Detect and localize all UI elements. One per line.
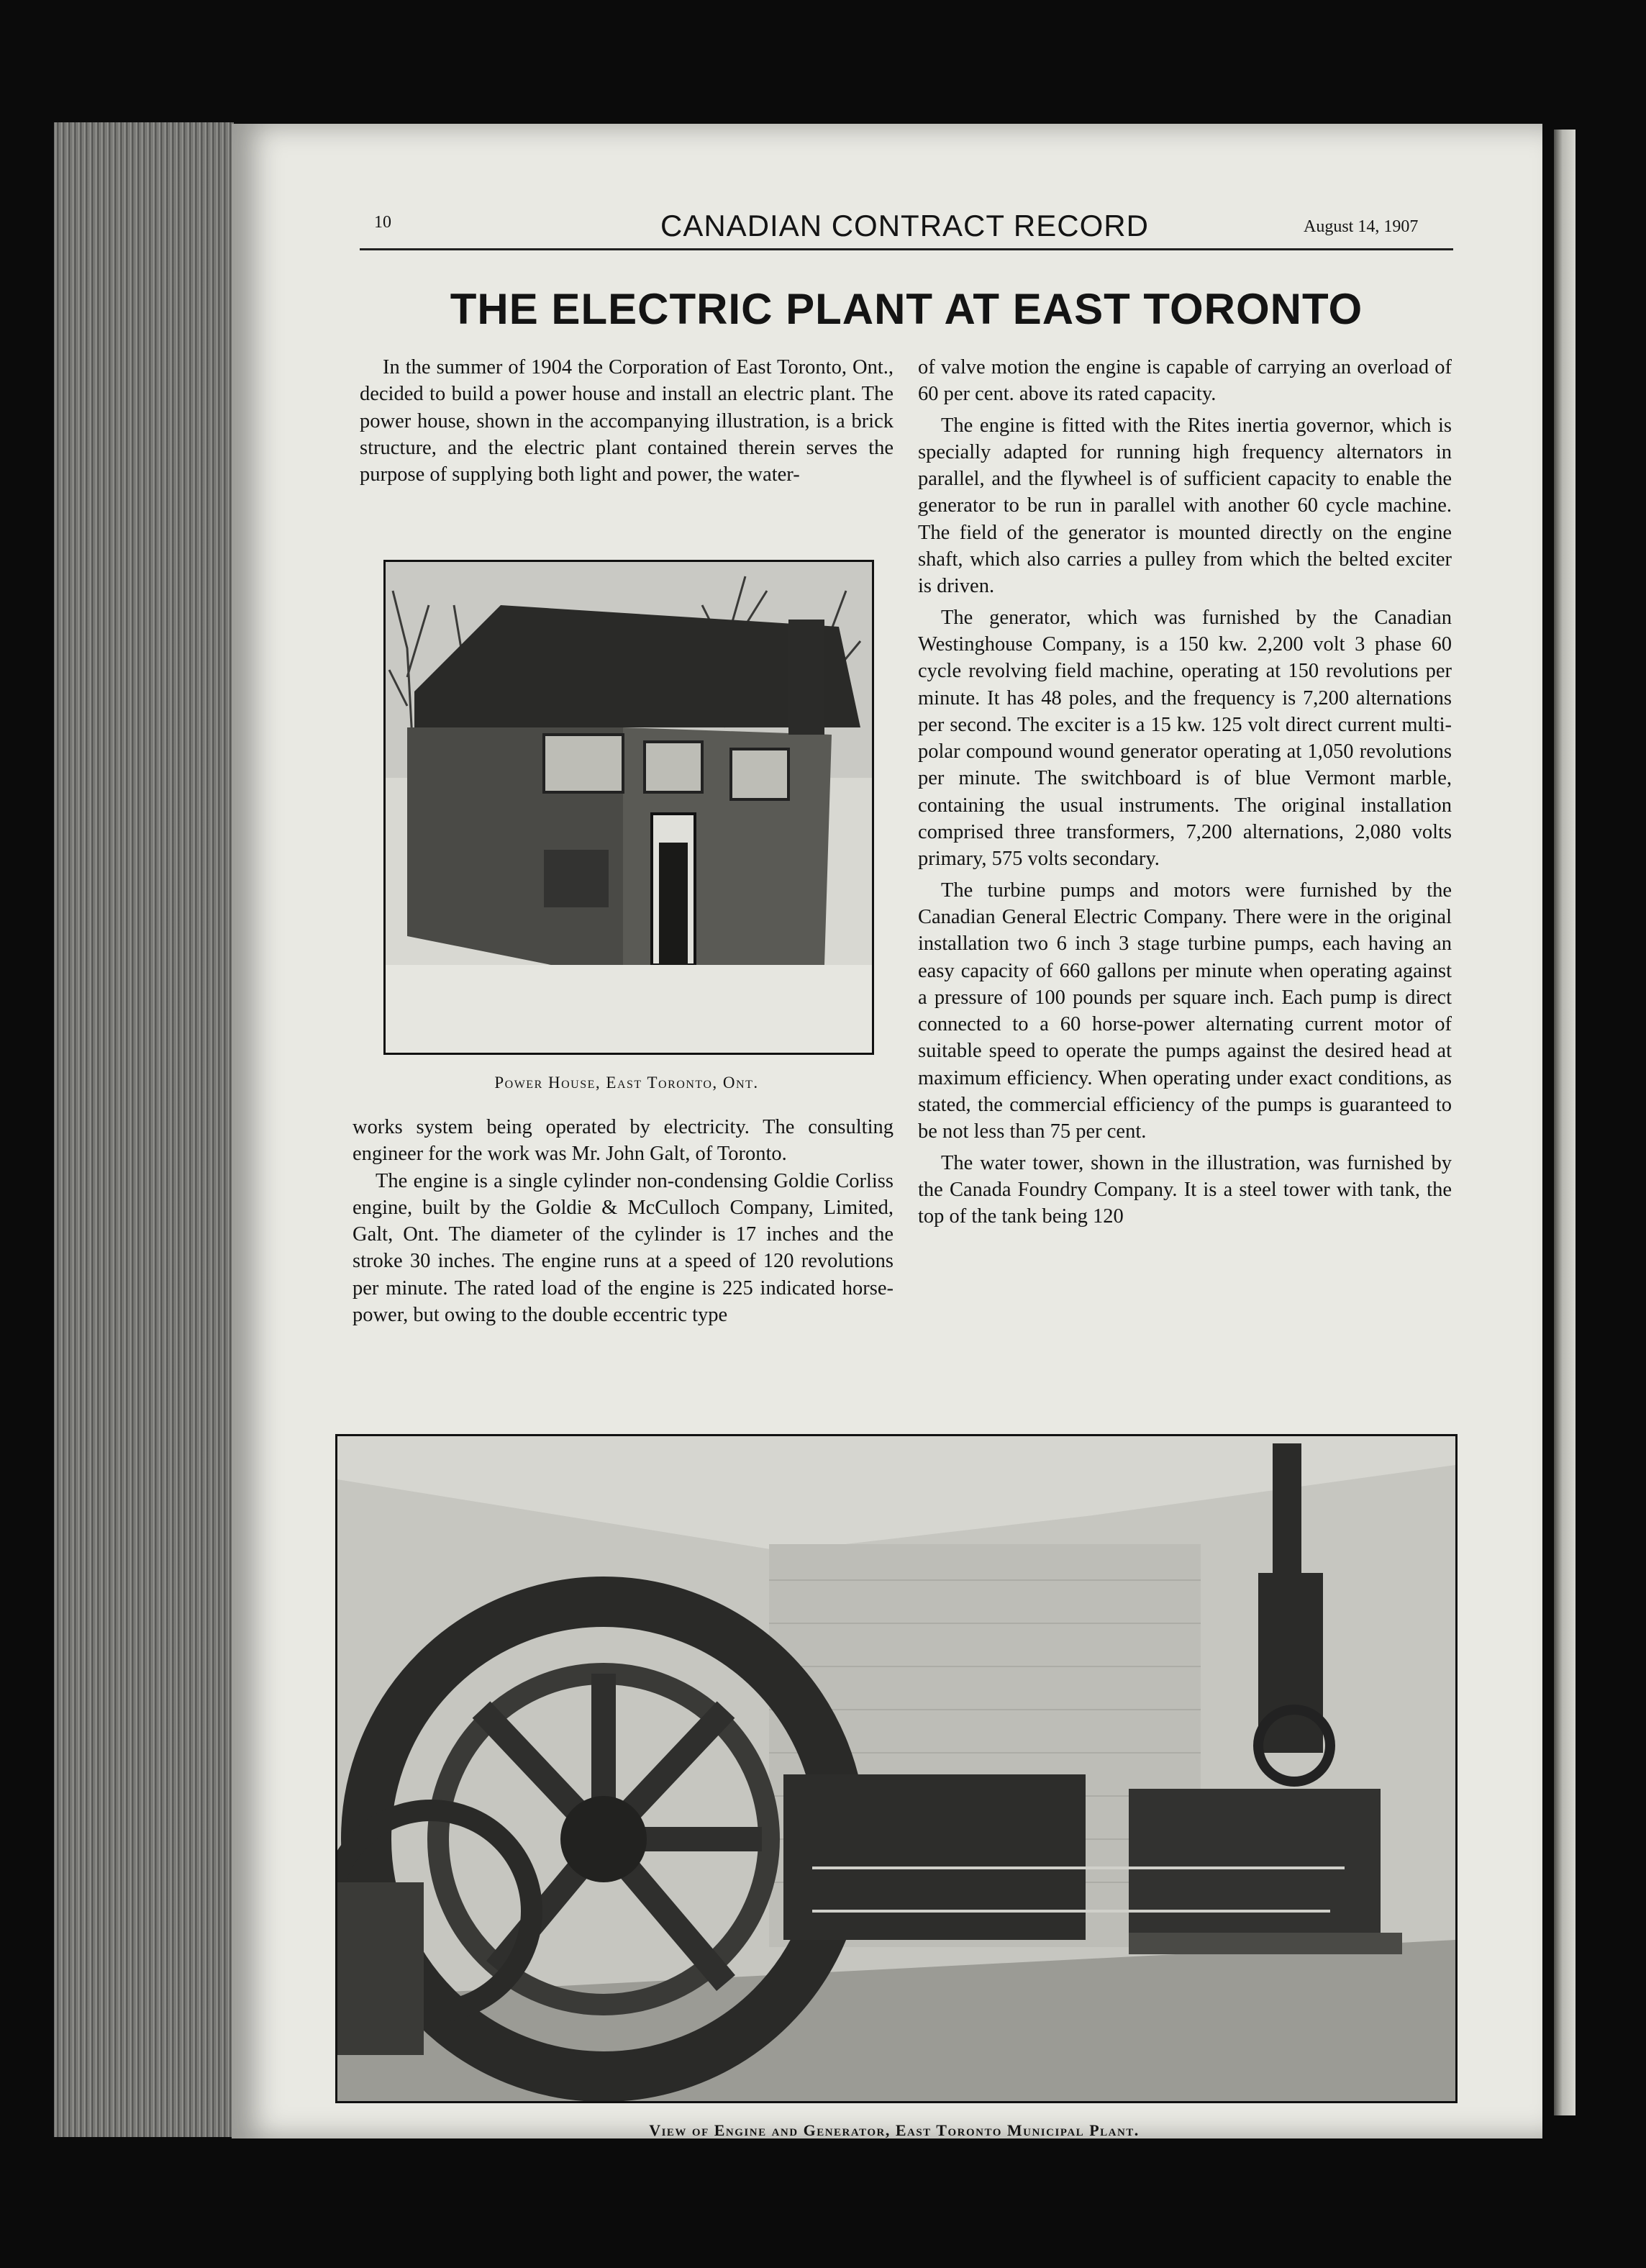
paragraph: The engine is a single cylinder non-condensing Goldie Corliss engine, built by the Goldie & McCulloch Company, Limited, Galt, Ont. The diameter of the cylinder is 17 inches and the stroke 30 inches. The engine runs at a speed of 120 revolutions per minute. The rated load of the engine is 225 indicated horse-power, but owing to the double eccentric type xyxy=(353,1169,894,1327)
column-1-bottom xyxy=(353,1114,894,1328)
power-house-photo xyxy=(383,560,874,1055)
paragraph: The engine is fitted with the Rites inertia governor, which is specially adapted for running high frequency alternators in parallel, and the flywheel is of sufficient capacity to enable the generator to be run in parallel with another 60 cycle machine. The field of the generator is mounted directly on the engine shaft, which also carries a pulley from which the belted exciter is driven. xyxy=(918,414,1452,598)
page-number: 10 xyxy=(374,213,391,232)
column-1-top xyxy=(360,354,894,488)
issue-date: August 14, 1907 xyxy=(1304,217,1419,236)
column-2 xyxy=(918,354,1452,1230)
paragraph: works system being operated by electricity. The consulting engineer for the work was Mr. John Galt, of Toronto. xyxy=(353,1116,894,1166)
header-rule xyxy=(360,248,1453,250)
article-headline: THE ELECTRIC PLANT AT EAST TORONTO xyxy=(450,285,1363,333)
paragraph: In the summer of 1904 the Corporation of East Toronto, Ont., decided to build a power house and install an electric plant. The power house, shown in the accompanying illustration, is a brick structure, and the electric plant contained therein serves the purpose of supplying both light and power, the water- xyxy=(360,356,894,486)
engine-generator-caption: View of Engine and Generator, East Toronto Municipal Plant. xyxy=(649,2121,1140,2139)
engine-generator-photo xyxy=(335,1434,1458,2103)
power-house-caption: Power House, East Toronto, Ont. xyxy=(494,1074,759,1092)
paragraph: of valve motion the engine is capable of carrying an overload of 60 per cent. above its rated capacity. xyxy=(918,356,1452,406)
paragraph: The generator, which was furnished by the Canadian Westinghouse Company, is a 150 kw. 2,200 volt 3 phase 60 cycle revolving field machine, operating at 150 revolutions per minute. It has 48 poles, and the frequency is 7,200 alternations per second. The exciter is a 15 kw. 125 volt direct current multi-polar compound wound generator operating at 1,050 revolutions per minute. The switchboard is of blue Vermont marble, containing the usual instruments. The original installation comprised three transformers, 7,200 alternations, 2,080 volts primary, 575 volts secondary. xyxy=(918,606,1452,871)
publication-title: CANADIAN CONTRACT RECORD xyxy=(660,209,1149,242)
paragraph: The water tower, shown in the illustration, was furnished by the Canada Foundry Company. It is a steel tower with tank, the top of the tank being 120 xyxy=(918,1151,1452,1228)
paragraph: The turbine pumps and motors were furnished by the Canadian General Electric Company. There were in the original installation two 6 inch 3 stage turbine pumps, each having an easy capacity of 660 gallons per minute when operating against a pressure of 100 pounds per square inch. Each pump is direct connected to a 60 horse-power alternating current motor of suitable speed to operate the pumps against the desired head at maximum efficiency. When operating under exact conditions, as stated, the commercial efficiency of the pumps is guaranteed to be not less than 75 per cent. xyxy=(918,879,1452,1143)
facing-page-edge xyxy=(1554,130,1575,2115)
book-page-edges xyxy=(54,122,234,2137)
